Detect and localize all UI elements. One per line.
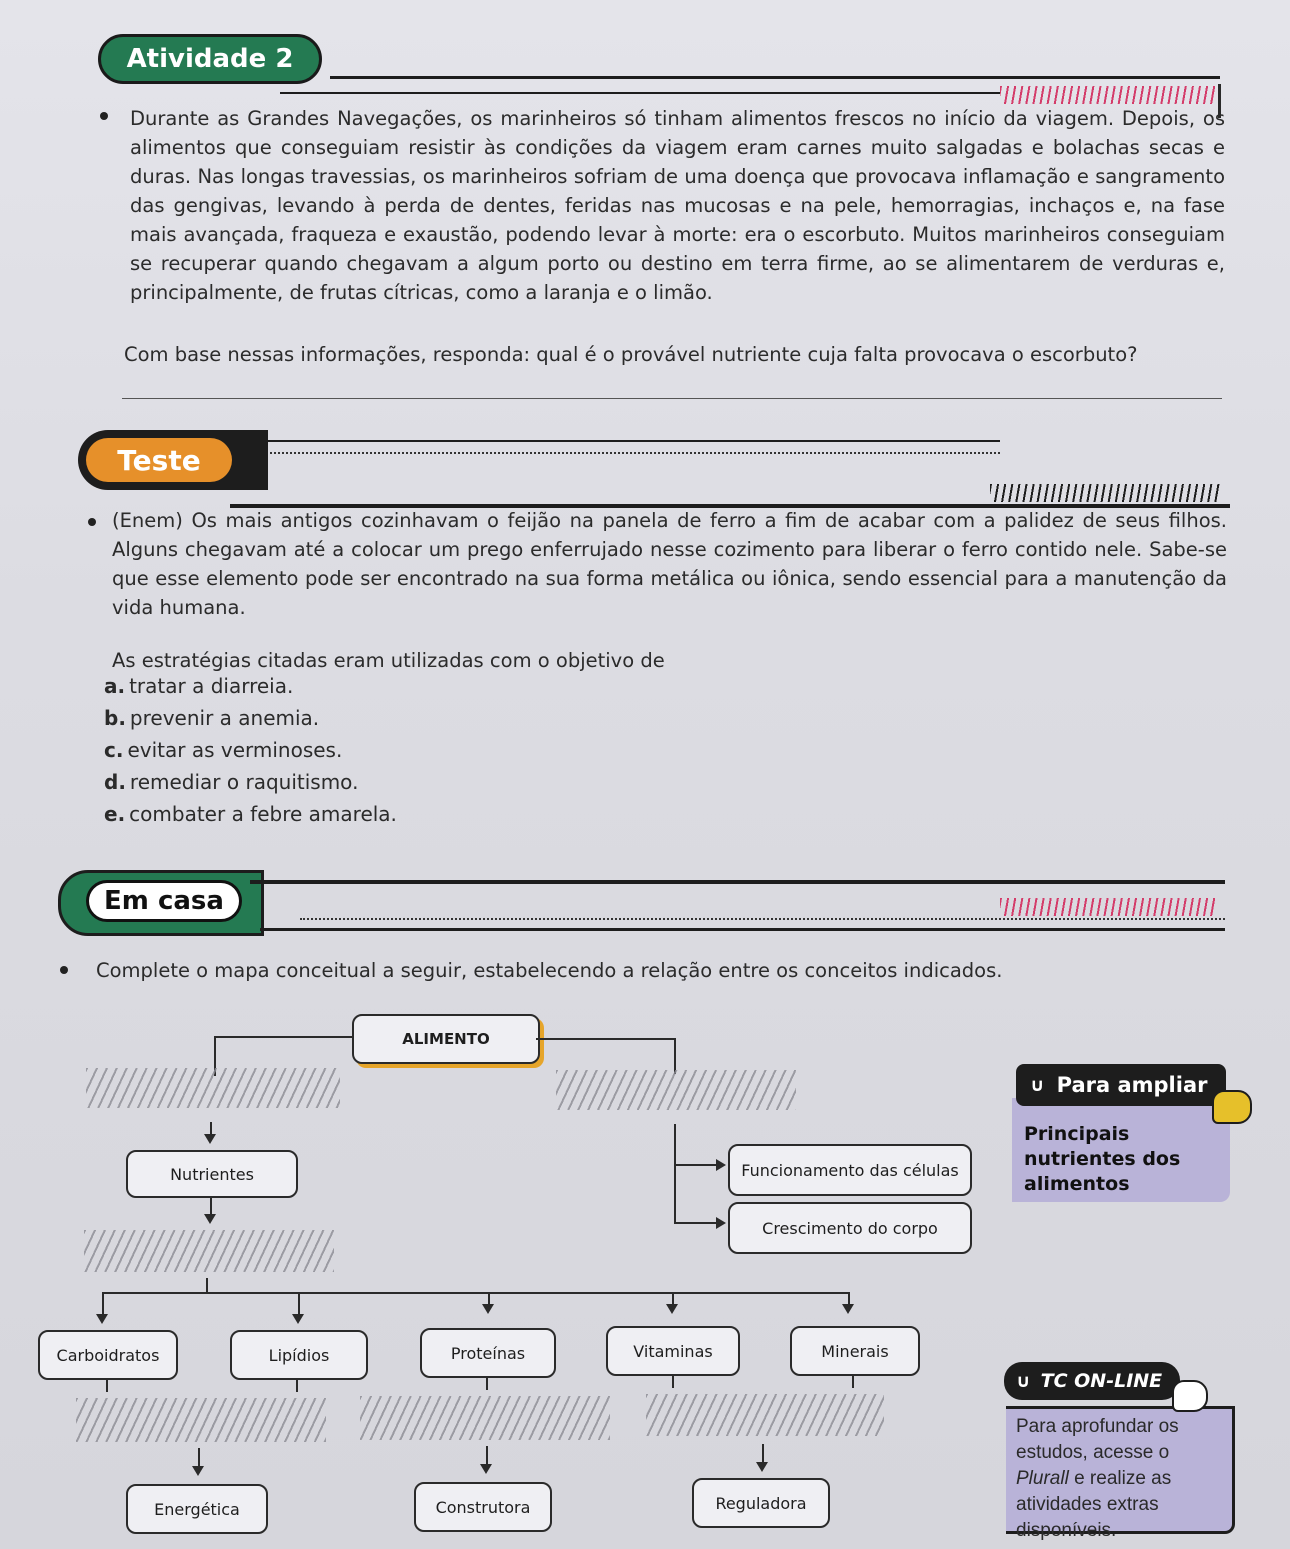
- pointer-hand-icon: [1212, 1090, 1252, 1124]
- teste-paragraph: (Enem) Os mais antigos cozinhavam o feijão na panela de ferro a fim de acabar com a palidez de seus filhos. Alguns chegavam até a colocar um prego enferrujado nesse cozimento para liberar o ferro contido nele. Sabe-se que esse elemento pode ser encontrado na sua forma metálica ou iônica, sendo essencial para a manutenção da vida humana.: [112, 509, 1227, 619]
- concept-lipidios: Lipídios: [230, 1330, 368, 1380]
- arrow-down-icon: [666, 1304, 678, 1314]
- em-casa-divider: [250, 880, 1225, 884]
- pointer-hand-icon: [1172, 1380, 1208, 1412]
- magnet-icon: ∪: [1016, 1370, 1031, 1392]
- atividade-paragraph: Durante as Grandes Navegações, os marinheiros só tinham alimentos frescos no início da viagem. Depois, os alimentos que conseguiam resistir às condições da viagem eram carnes muito salgadas e bolachas secas e duras. Nas longas travessias, os marinheiros sofriam de uma doença que provocava inflamação e sangramento das gengivas, levando à perda de dentes, feridas nas mucosas e na pele, hemorragias, inchaços e, na fase mais avançada, fraqueza e exaustão, podendo levar à morte: era o escorbuto. Muitos marinheiros conseguiam se recuperar quando chegavam a algum porto ou destino em terra firme, ao se alimentarem de verduras e, principalmente, de frutas cítricas, como a laranja e o limão.: [130, 107, 1225, 304]
- para-ampliar-header: ∪ Para ampliar: [1016, 1064, 1226, 1106]
- option-d[interactable]: d. remediar o raquitismo.: [104, 770, 359, 794]
- bullet: [100, 112, 108, 120]
- blank-link-6[interactable]: [646, 1394, 884, 1436]
- blank-link-5[interactable]: [360, 1396, 610, 1440]
- bullet: [60, 966, 68, 974]
- option-a[interactable]: a. tratar a diarreia.: [104, 674, 294, 698]
- concept-minerais: Minerais: [790, 1326, 920, 1376]
- blank-link-4[interactable]: [76, 1398, 326, 1442]
- teste-question: As estratégias citadas eram utilizadas com o objetivo de: [112, 649, 665, 672]
- answer-line[interactable]: [122, 398, 1222, 399]
- arrow-right-icon: [716, 1217, 726, 1229]
- em-casa-stripes: [1000, 898, 1215, 916]
- tc-online-text: Para aprofundar os estudos, acesse o Plurall e realize as atividades extras disponíveis.: [1016, 1416, 1179, 1541]
- option-c[interactable]: c. evitar as verminoses.: [104, 738, 343, 762]
- concept-construtora: Construtora: [414, 1482, 552, 1532]
- arrow-down-icon: [204, 1214, 216, 1224]
- atividade-header-label: Atividade 2: [126, 44, 294, 74]
- concept-crescimento: Crescimento do corpo: [728, 1202, 972, 1254]
- plurall-link[interactable]: Plurall: [1016, 1468, 1069, 1489]
- teste-header-label: Teste: [117, 443, 201, 477]
- option-b[interactable]: b. prevenir a anemia.: [104, 706, 320, 730]
- concept-nutrientes: Nutrientes: [126, 1150, 298, 1198]
- concept-proteinas: Proteínas: [420, 1328, 556, 1378]
- arrow-down-icon: [480, 1464, 492, 1474]
- concept-vitaminas: Vitaminas: [606, 1326, 740, 1376]
- blank-link-2[interactable]: [556, 1070, 796, 1110]
- arrow-down-icon: [192, 1466, 204, 1476]
- concept-energetica: Energética: [126, 1484, 268, 1534]
- magnet-icon: ∪: [1030, 1074, 1045, 1096]
- concept-carboidratos: Carboidratos: [38, 1330, 178, 1380]
- atividade-stripes: [1000, 86, 1215, 104]
- atividade-header: [98, 34, 322, 84]
- arrow-down-icon: [842, 1304, 854, 1314]
- atividade-divider: [330, 76, 1220, 79]
- arrow-down-icon: [756, 1462, 768, 1472]
- concept-alimento: ALIMENTO: [352, 1014, 540, 1064]
- concept-funcionamento: Funcionamento das células: [728, 1144, 972, 1196]
- em-casa-header: [86, 880, 242, 922]
- teste-header: [86, 438, 232, 482]
- arrow-down-icon: [96, 1314, 108, 1324]
- em-casa-instruction: Complete o mapa conceitual a seguir, estabelecendo a relação entre os conceitos indicados.: [96, 959, 1003, 982]
- arrow-right-icon: [716, 1159, 726, 1171]
- blank-link-3[interactable]: [84, 1230, 334, 1272]
- concept-reguladora: Reguladora: [692, 1478, 830, 1528]
- option-e[interactable]: e. combater a febre amarela.: [104, 802, 397, 826]
- blank-link-1[interactable]: [86, 1068, 340, 1108]
- tc-online-header: ∪ TC ON-LINE: [1004, 1362, 1180, 1400]
- arrow-down-icon: [292, 1314, 304, 1324]
- atividade-question: Com base nessas informações, responda: qual é o provável nutriente cuja falta provocava o escorbuto?: [124, 343, 1138, 366]
- para-ampliar-text: Principais nutrientes dos alimentos: [1024, 1123, 1181, 1195]
- teste-stripes: [990, 484, 1220, 502]
- arrow-down-icon: [482, 1304, 494, 1314]
- bullet: [88, 518, 96, 526]
- arrow-down-icon: [204, 1134, 216, 1144]
- em-casa-header-label: Em casa: [104, 886, 224, 916]
